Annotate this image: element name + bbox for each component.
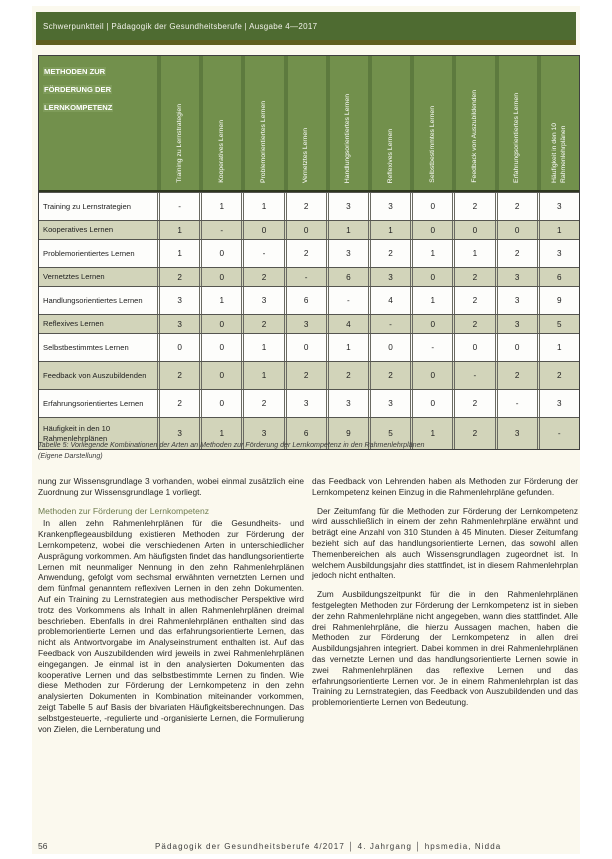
value-cell: 2 — [452, 287, 494, 314]
row-label: Häufigkeit in den 10 Rahmenlehrplänen — [43, 424, 111, 443]
value-cell: 3 — [157, 287, 199, 314]
article-left-column — [38, 476, 304, 742]
column-header-label: Reflexives Lernen — [386, 128, 394, 183]
value-cell: 2 — [241, 268, 283, 286]
value-cell: 0 — [452, 334, 494, 361]
value-cell: 0 — [284, 221, 326, 239]
row-label: Reflexives Lernen — [43, 319, 104, 329]
value-cell: 2 — [284, 193, 326, 220]
value-cell: 0 — [410, 268, 452, 286]
value-cell: - — [452, 362, 494, 389]
value-cell: 3 — [326, 240, 368, 267]
value-cell: - — [284, 268, 326, 286]
value-cell: - — [410, 334, 452, 361]
column-header-6 — [368, 56, 410, 190]
value-cell: 1 — [199, 193, 241, 220]
table-corner-cell — [39, 56, 157, 190]
paragraph-body: Der Zeitumfang für die Methoden zur Förderung der Lernkompetenz wird ausschließlich in einem der zehn Rahmenlehrpläne erwähnt und beträgt eine Anzahl von 310 Stunden à 45 Minuten. Dieser Zeitumfang bezieht sich auf das handlungsorientierte Lernen, das sowohl allen Themenbereichen als auch Wissensgrundlagen zugeordnet ist. In welchem Ausbildungsjahr dies stattfindet, ist in diesem Rahmenlehrplan jedoch nicht enthalten. — [312, 505, 578, 581]
column-header-label: Feedback von Auszubildenden — [470, 90, 478, 183]
value-cell: 2 — [452, 268, 494, 286]
value-cell: 0 — [199, 268, 241, 286]
row-label: Erfahrungsorientiertes Lernen — [43, 398, 144, 408]
value-cell: - — [368, 315, 410, 333]
value-cell: 6 — [326, 268, 368, 286]
value-cell: 0 — [452, 221, 494, 239]
table-row — [39, 286, 579, 314]
value-cell: - — [241, 240, 283, 267]
value-cell: - — [199, 221, 241, 239]
value-cell: 1 — [410, 418, 452, 449]
value-cell: 0 — [410, 193, 452, 220]
value-cell: 1 — [368, 221, 410, 239]
row-label: Feedback von Auszubildenden — [43, 370, 147, 380]
table-row — [39, 389, 579, 417]
value-cell: 9 — [537, 287, 579, 314]
value-cell: 5 — [368, 418, 410, 449]
value-cell: 0 — [199, 362, 241, 389]
value-cell: 3 — [537, 240, 579, 267]
value-cell: 1 — [199, 418, 241, 449]
value-cell: 3 — [537, 193, 579, 220]
value-cell: 1 — [157, 240, 199, 267]
paragraph-body: das Feedback von Lehrenden haben als Methoden zur Förderung der Lernkompetenz keinen Einzug in die Rahmenlehrpläne gefunden. — [312, 476, 578, 497]
column-header-5 — [326, 56, 368, 190]
table-caption: Tabelle 5: Vorliegende Kombinationen der Arten an Methoden zur Förderung der Lernkompetenz in den Rahmenlehrplänen (Eigene Darstellung) — [38, 441, 425, 460]
paragraph-body: Zum Ausbildungszeitpunkt für die in den Rahmenlehrplänen festgelegten Methoden zur Förderung der Lernkompetenz ist in sieben der zehn Rahmenlehrpläne nicht angegeben, wann dies stattfindet. Alle drei Rahmenlehrpläne, die hierzu Aussagen machen, haben die Methoden zur Förderung der Lernkompetenz in allen drei Ausbildungsjahren integriert. Dabei kommen in drei Rahmenlehrplänen das vernetzte Lernen und das handlungsorientierte Lernen sowie in zwei Rahmenlehrplänen das reflexive Lernen und das erfahrungsorientierte Lernen vor. Je in einem Rahmenlehrplan ist das Training zu Lernstrategien, das Feedback von Auszubildenden und das problemorientierte Lernen von Bedeutung. — [312, 589, 578, 708]
paragraph-continuation: nung zur Wissensgrundlage 3 vorhanden, wobei einmal zusätzlich eine Zuordnung zur Wissensgrundlage 1 vorliegt. — [38, 476, 304, 497]
value-cell: 2 — [495, 362, 537, 389]
value-cell: 2 — [241, 315, 283, 333]
paragraph-body: In allen zehn Rahmenlehrplänen für die Gesundheits- und Krankenpflegeausbildung existieren Methoden zur Förderung der Lernkompetenz, wobei die verschiedenen Arten in unterschiedlicher Ausprägung vorkommen. Am häufigsten findet das handlungsorientierte Lernen mit neunmaliger Nennung in den zehn Rahmenlehrplänen Anwendung, gefolgt vom sechsmal erwähnten vernetzten Lernen und dem fünfmal genanntem reflexiven Lernen in den zehn Dokumenten. Auf ein Training zu Lernstrategien aus methodischer Perspektive wird trotz des Vorkommens als Inhalt in allen Rahmenlehrplänen dreimal beschrieben. Ebenfalls in drei Rahmenlehrplänen enthalten sind das problemorientierte Lernen und das erfahrungsorientierte Lernen, das nicht als Antwortvorgabe im Analyseinstrument enthalten ist. Auf das Feedback von Auszubildenden wird jeweils in zwei Rahmenlehrplänen eingegangen. Je einmal ist in den analysierten Dokumenten das kooperative Lernen und das selbstbestimmte Lernen zu finden. Wie diese Methoden zur Förderung der Lernkompetenz in den zehn analysierten Dokumenten in Kombination miteinander vorkommen, zeigt Tabelle 5 auf Basis der bivariaten Häufigkeitsberechnungen. Das selbstgesteuerte, -regulierte und -organisierte Lernen, die Formulierung von Zielen, die Lernberatung und — [38, 518, 304, 734]
table-title: METHODEN ZUR FÖRDERUNG DER LERNKOMPETENZ — [44, 67, 113, 112]
row-label: Handlungsorientiertes Lernen — [43, 295, 143, 305]
value-cell: 0 — [495, 221, 537, 239]
value-cell: 1 — [241, 334, 283, 361]
column-header-10 — [537, 56, 579, 190]
table-row — [39, 192, 579, 220]
column-header-label: Kooperatives Lernen — [217, 120, 225, 183]
table-header-row — [39, 56, 579, 192]
value-cell: 3 — [537, 390, 579, 417]
footer-journal-line: Pädagogik der Gesundheitsberufe 4/2017 │ 4. Jahrgang │ hpsmedia, Nidda — [155, 842, 502, 851]
value-cell: 0 — [368, 334, 410, 361]
column-header-label: Problemorientiertes Lernen — [260, 101, 268, 183]
value-cell: 3 — [495, 418, 537, 449]
table-row — [39, 220, 579, 239]
cooccurrence-table — [38, 55, 580, 450]
row-label: Kooperatives Lernen — [43, 225, 114, 235]
value-cell: - — [326, 287, 368, 314]
value-cell: 0 — [199, 390, 241, 417]
value-cell: 9 — [326, 418, 368, 449]
value-cell: - — [157, 193, 199, 220]
value-cell: 0 — [410, 221, 452, 239]
table-body — [39, 192, 579, 449]
column-header-7 — [410, 56, 452, 190]
value-cell: 0 — [199, 334, 241, 361]
value-cell: 6 — [284, 287, 326, 314]
value-cell: - — [537, 418, 579, 449]
column-header-1 — [157, 56, 199, 190]
value-cell: 1 — [241, 193, 283, 220]
table-row — [39, 239, 579, 267]
value-cell: 3 — [157, 418, 199, 449]
value-cell: 0 — [157, 334, 199, 361]
table-row — [39, 267, 579, 286]
section-heading: Methoden zur Förderung der Lernkompetenz — [38, 505, 210, 516]
column-header-9 — [495, 56, 537, 190]
value-cell: 0 — [284, 334, 326, 361]
value-cell: 2 — [368, 362, 410, 389]
value-cell: 2 — [157, 268, 199, 286]
value-cell: 2 — [284, 240, 326, 267]
page-header-text: Schwerpunktteil | Pädagogik der Gesundheitsberufe | Ausgabe 4—2017 — [43, 21, 318, 31]
value-cell: 2 — [452, 418, 494, 449]
page-header-band — [36, 12, 576, 40]
column-header-label: Erfahrungsorientiertes Lernen — [513, 93, 521, 183]
value-cell: 0 — [199, 315, 241, 333]
value-cell: 2 — [537, 362, 579, 389]
value-cell: 3 — [368, 268, 410, 286]
column-header-2 — [199, 56, 241, 190]
value-cell: 2 — [157, 362, 199, 389]
value-cell: 2 — [157, 390, 199, 417]
value-cell: 0 — [410, 390, 452, 417]
value-cell: 5 — [537, 315, 579, 333]
value-cell: 3 — [284, 315, 326, 333]
value-cell: 0 — [495, 334, 537, 361]
value-cell: 1 — [410, 287, 452, 314]
column-header-label: Selbstbestimmtes Lernen — [428, 106, 436, 183]
column-header-label: Training zu Lernstrategien — [175, 104, 183, 183]
column-header-label: Handlungsorientiertes Lernen — [344, 93, 352, 183]
header-rule — [36, 40, 576, 45]
value-cell: 2 — [495, 193, 537, 220]
value-cell: 6 — [537, 268, 579, 286]
value-cell: 3 — [241, 418, 283, 449]
value-cell: 6 — [284, 418, 326, 449]
value-cell: 3 — [326, 193, 368, 220]
row-label: Selbstbestimmtes Lernen — [43, 342, 129, 352]
value-cell: 1 — [537, 334, 579, 361]
value-cell: 0 — [410, 362, 452, 389]
table-row — [39, 314, 579, 333]
column-header-label: Vernetztes Lernen — [302, 127, 310, 183]
value-cell: 0 — [410, 315, 452, 333]
value-cell: 1 — [452, 240, 494, 267]
value-cell: - — [495, 390, 537, 417]
page-footer — [38, 841, 578, 851]
value-cell: 0 — [199, 240, 241, 267]
column-header-8 — [452, 56, 494, 190]
value-cell: 1 — [326, 221, 368, 239]
value-cell: 2 — [495, 240, 537, 267]
article-right-column — [312, 476, 578, 716]
row-label: Problemorientiertes Lernen — [43, 248, 135, 258]
value-cell: 1 — [199, 287, 241, 314]
value-cell: 4 — [368, 287, 410, 314]
value-cell: 2 — [284, 362, 326, 389]
value-cell: 1 — [537, 221, 579, 239]
row-label: Vernetztes Lernen — [43, 272, 105, 282]
page-number: 56 — [38, 841, 48, 851]
value-cell: 3 — [368, 193, 410, 220]
table-row — [39, 333, 579, 361]
value-cell: 3 — [326, 390, 368, 417]
value-cell: 3 — [495, 287, 537, 314]
value-cell: 4 — [326, 315, 368, 333]
column-header-3 — [241, 56, 283, 190]
value-cell: 1 — [157, 221, 199, 239]
value-cell: 3 — [157, 315, 199, 333]
value-cell: 2 — [452, 390, 494, 417]
value-cell: 2 — [241, 390, 283, 417]
value-cell: 1 — [241, 362, 283, 389]
value-cell: 3 — [368, 390, 410, 417]
row-label: Training zu Lernstrategien — [43, 201, 131, 211]
column-header-4 — [284, 56, 326, 190]
value-cell: 1 — [410, 240, 452, 267]
value-cell: 0 — [241, 221, 283, 239]
value-cell: 2 — [452, 193, 494, 220]
value-cell: 3 — [241, 287, 283, 314]
column-header-label: Häufigkeit in den 10 Rahmenlehrplänen — [550, 122, 567, 183]
table-row — [39, 361, 579, 389]
value-cell: 3 — [495, 268, 537, 286]
value-cell: 3 — [284, 390, 326, 417]
value-cell: 2 — [326, 362, 368, 389]
value-cell: 3 — [495, 315, 537, 333]
value-cell: 2 — [368, 240, 410, 267]
value-cell: 2 — [452, 315, 494, 333]
value-cell: 1 — [326, 334, 368, 361]
